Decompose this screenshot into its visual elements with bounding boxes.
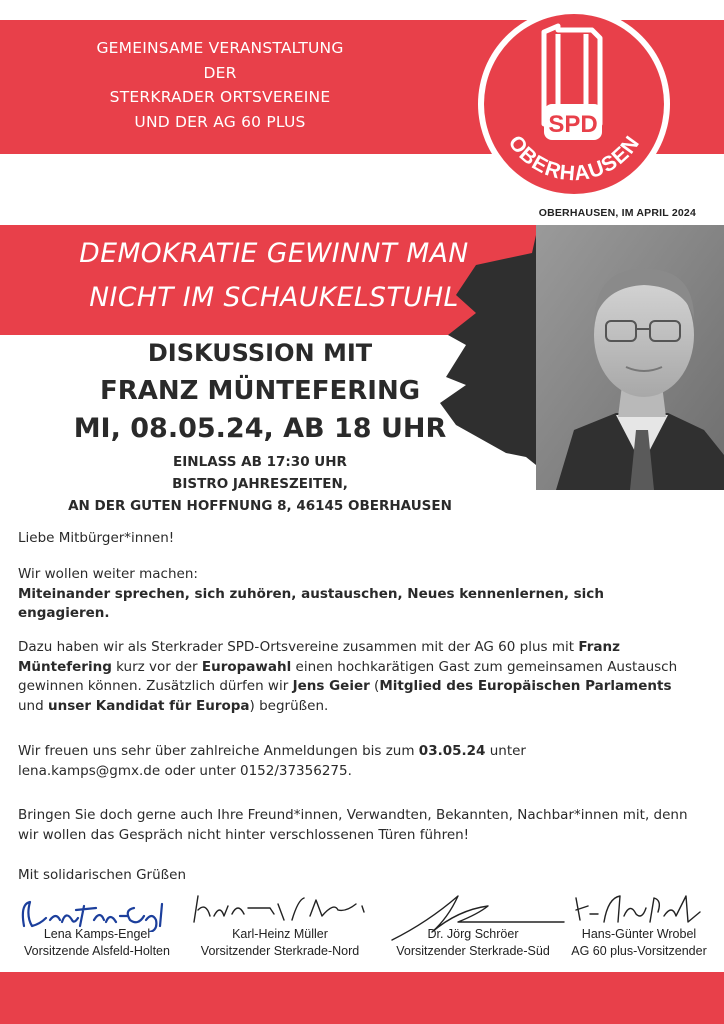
text-run: einen hochkarätigen Gast zum gemeinsamen Austausch gewinnen können. Zusätzlich dürfen wir — [18, 658, 678, 694]
signature-block — [0, 890, 724, 965]
signatory-name: Karl-Heinz Müller — [232, 927, 328, 941]
event-venue — [20, 451, 500, 517]
text-run: ) begrüßen. — [249, 697, 329, 714]
event-speaker-name: FRANZ MÜNTEFERING — [99, 376, 421, 406]
event-title-line1: DISKUSSION MIT — [147, 339, 373, 367]
signatory-name: Lena Kamps-Engel — [43, 927, 151, 941]
spd-oberhausen-logo — [474, 4, 674, 204]
signatory-role: Vorsitzende Alsfeld-Holten — [24, 944, 170, 958]
text-run: ( — [369, 678, 380, 694]
handwritten-signature-4 — [568, 892, 708, 932]
letter-paragraph-2 — [18, 638, 698, 716]
text-run: kurz vor der — [111, 658, 202, 675]
bold-run: Franz Müntefering — [18, 639, 620, 675]
organizer-line: DER — [203, 63, 237, 82]
signatory-4 — [564, 926, 714, 960]
headline-line: DEMOKRATIE GEWINNT MAN — [79, 238, 469, 269]
handwritten-signature-3 — [388, 892, 568, 944]
bold-run: Jens Geier — [292, 678, 370, 694]
headline-line: NICHT IM SCHAUKELSTUHL — [89, 282, 459, 313]
letter-paragraph-3 — [18, 742, 578, 781]
organizer-line: GEMEINSAME VERANSTALTUNG — [96, 39, 344, 57]
text-run: Wir freuen uns sehr über zahlreiche Anmeldungen bis zum — [18, 743, 419, 759]
bold-run: Europawahl — [201, 658, 292, 675]
letter-paragraph-4: Bringen Sie doch gerne auch Ihre Freund*innen, Verwandten, Bekannten, Nachbar*innen mit, denn wir wollen das Gespräch nicht hinter verschlossenen Türen führen! — [18, 807, 688, 843]
event-organizers — [50, 36, 390, 134]
bold-run: unser Kandidat für Europa — [47, 697, 250, 714]
logo-spd-text: SPD — [548, 111, 598, 138]
signatory-role: AG 60 plus-Vorsitzender — [571, 944, 707, 958]
text-run: und — [18, 697, 48, 714]
letter-closing: Mit solidarischen Grüßen — [18, 867, 187, 883]
event-address: AN DER GUTEN HOFFNUNG 8, 46145 OBERHAUSEN — [68, 498, 452, 514]
organizer-line: STERKRADER ORTSVEREINE — [109, 88, 331, 106]
signatory-name: Hans-Günter Wrobel — [581, 927, 697, 941]
organizer-line: UND DER AG 60 PLUS — [134, 112, 306, 131]
letter-p1-intro: Wir wollen weiter machen: — [18, 566, 198, 582]
signatory-1 — [14, 926, 180, 960]
bold-run: Mitglied des Europäischen Parlaments — [379, 678, 672, 694]
text-run: Dazu haben wir als Sterkrader SPD-Ortsvereine zusammen mit der AG 60 plus mit — [18, 639, 579, 655]
letter-paragraph-1 — [18, 565, 608, 624]
bold-run: 03.05.24 — [418, 743, 486, 759]
handwritten-signature-2 — [188, 892, 374, 928]
signatory-role: Vorsitzender Sterkrade-Süd — [396, 944, 550, 958]
signatory-name: Dr. Jörg Schröer — [427, 927, 519, 941]
signatory-role: Vorsitzender Sterkrade-Nord — [200, 944, 360, 958]
headline — [14, 232, 534, 320]
event-admission: EINLASS AB 17:30 UHR — [173, 454, 347, 470]
handwritten-signature-1 — [16, 896, 176, 932]
signatory-3 — [388, 926, 558, 960]
logo-city-text: OBERHAUSEN — [503, 131, 645, 186]
signatory-2 — [186, 926, 374, 960]
text-run: unter lena.kamps@gmx.de oder unter 0152/37356275. — [18, 743, 526, 779]
footer-band — [0, 972, 724, 1024]
event-date-time: MI, 08.05.24, AB 18 UHR — [73, 413, 447, 444]
letter-p1-bold: Miteinander sprechen, sich zuhören, austauschen, Neues kennenlernen, sich engagieren. — [18, 585, 604, 621]
date-line: OBERHAUSEN, IM APRIL 2024 — [538, 207, 696, 219]
letter-greeting: Liebe Mitbürger*innen! — [18, 530, 175, 546]
event-venue-name: BISTRO JAHRESZEITEN, — [172, 476, 348, 492]
